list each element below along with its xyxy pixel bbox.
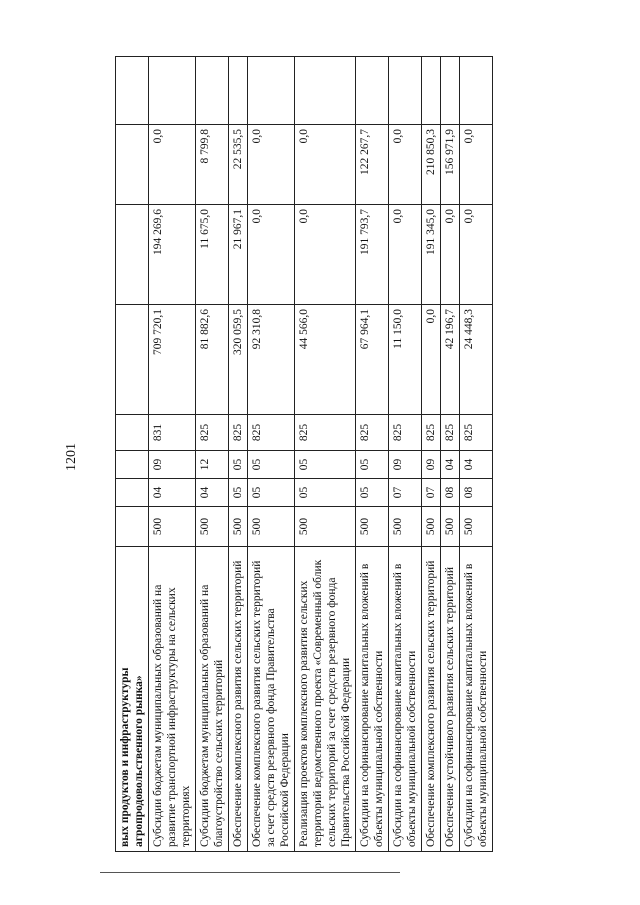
cell-v3: 0,0 [295,125,356,205]
cell-section: 05 [229,479,248,507]
cell-section: 08 [460,479,493,507]
cell-code: 825 [441,415,460,451]
cell-code: 825 [422,415,441,451]
cell-section: 05 [248,479,295,507]
cell-v4 [422,57,441,125]
cell-code: 825 [229,415,248,451]
cell-code: 831 [149,415,196,451]
cell-ministry: 500 [389,507,422,547]
cell-v3: 156 971,9 [441,125,460,205]
cell-subsection: 05 [248,451,295,479]
table-row [441,57,460,852]
cell-subsection: 04 [460,451,493,479]
cell-v2: 0,0 [441,205,460,305]
cell-name: Обеспечение комплексного развития сельских территорий за счет средств резервного фонда Правительства Российской Федерации [248,547,295,852]
table-row [149,57,196,852]
cell-v4 [196,57,229,125]
cell-subsection: 09 [422,451,441,479]
table-row [196,57,229,852]
cell-code: 825 [196,415,229,451]
cell-ministry: 500 [149,507,196,547]
cell-v4 [229,57,248,125]
table-body [116,57,493,852]
cell-subsection: 12 [196,451,229,479]
cell-subsection: 05 [356,451,389,479]
cell-v3: 210 850,3 [422,125,441,205]
cell-v1: 44 566,0 [295,305,356,415]
cell-section: 07 [422,479,441,507]
footer-rule [100,872,400,873]
cell-section: 05 [356,479,389,507]
table-row [229,57,248,852]
page-number: 1201 [64,443,79,471]
cell-v3: 0,0 [248,125,295,205]
cell-v4 [116,57,149,125]
cell-v3: 0,0 [149,125,196,205]
table-row [460,57,493,852]
cell-name: вых продуктов и инфраструктуры агропродовольственного рынка» [116,547,149,852]
cell-v1: 11 150,0 [389,305,422,415]
cell-v1: 92 310,8 [248,305,295,415]
cell-section: 05 [295,479,356,507]
cell-ministry: 500 [460,507,493,547]
cell-ministry [116,507,149,547]
cell-v4 [460,57,493,125]
cell-v1: 0,0 [422,305,441,415]
cell-v2 [116,205,149,305]
cell-code [116,415,149,451]
table-row [248,57,295,852]
cell-v2: 0,0 [248,205,295,305]
cell-section: 08 [441,479,460,507]
cell-v2: 0,0 [295,205,356,305]
cell-v4 [389,57,422,125]
cell-subsection: 09 [389,451,422,479]
cell-ministry: 500 [229,507,248,547]
cell-v2: 191 345,0 [422,205,441,305]
cell-ministry: 500 [441,507,460,547]
budget-table [115,56,493,852]
cell-v1: 24 448,3 [460,305,493,415]
cell-subsection [116,451,149,479]
cell-v4 [441,57,460,125]
cell-name: Реализация проектов комплексного развития сельских территорий ведомственного проекта «Современный облик сельских территорий за счет средств резервного фонда Правительства Российской Федерации [295,547,356,852]
cell-v3: 22 535,5 [229,125,248,205]
table-row-continuation [116,57,149,852]
cell-ministry: 500 [356,507,389,547]
table-row [295,57,356,852]
cell-v1: 320 059,5 [229,305,248,415]
cell-section: 04 [196,479,229,507]
cell-v1: 42 196,7 [441,305,460,415]
cell-name: Обеспечение комплексного развития сельских территорий [422,547,441,852]
cell-v2: 11 675,0 [196,205,229,305]
cell-code: 825 [295,415,356,451]
cell-ministry: 500 [248,507,295,547]
rotated-table-container [115,57,585,852]
cell-v3: 0,0 [389,125,422,205]
cell-v4 [356,57,389,125]
cell-code: 825 [356,415,389,451]
cell-subsection: 05 [295,451,356,479]
cell-name: Субсидии на софинансирование капитальных вложений в объекты муниципальной собственности [460,547,493,852]
cell-subsection: 04 [441,451,460,479]
cell-v3: 122 267,7 [356,125,389,205]
cell-v2: 194 269,6 [149,205,196,305]
cell-ministry: 500 [295,507,356,547]
cell-name: Субсидии на софинансирование капитальных вложений в объекты муниципальной собственности [356,547,389,852]
cell-v4 [248,57,295,125]
cell-section: 04 [149,479,196,507]
cell-code: 825 [389,415,422,451]
cell-section: 07 [389,479,422,507]
table-row [356,57,389,852]
cell-v1 [116,305,149,415]
cell-v3 [116,125,149,205]
cell-v1: 67 964,1 [356,305,389,415]
cell-ministry: 500 [196,507,229,547]
table-row [422,57,441,852]
cell-v2: 191 793,7 [356,205,389,305]
cell-v2: 0,0 [460,205,493,305]
table-row [389,57,422,852]
cell-name: Субсидии бюджетам муниципальных образований на благоустройство сельских территорий [196,547,229,852]
cell-subsection: 05 [229,451,248,479]
cell-v1: 709 720,1 [149,305,196,415]
cell-name: Обеспечение комплексного развития сельских территорий [229,547,248,852]
cell-v3: 8 799,8 [196,125,229,205]
cell-code: 825 [248,415,295,451]
cell-ministry: 500 [422,507,441,547]
cell-code: 825 [460,415,493,451]
cell-name: Обеспечение устойчивого развития сельских территорий [441,547,460,852]
cell-subsection: 09 [149,451,196,479]
cell-v2: 0,0 [389,205,422,305]
cell-v1: 81 882,6 [196,305,229,415]
cell-v2: 21 967,1 [229,205,248,305]
cell-section [116,479,149,507]
cell-name: Субсидии на софинансирование капитальных вложений в объекты муниципальной собственности [389,547,422,852]
cell-v4 [295,57,356,125]
cell-v3: 0,0 [460,125,493,205]
cell-name: Субсидии бюджетам муниципальных образований на развитие транспортной инфраструктуры на сельских территориях [149,547,196,852]
cell-v4 [149,57,196,125]
